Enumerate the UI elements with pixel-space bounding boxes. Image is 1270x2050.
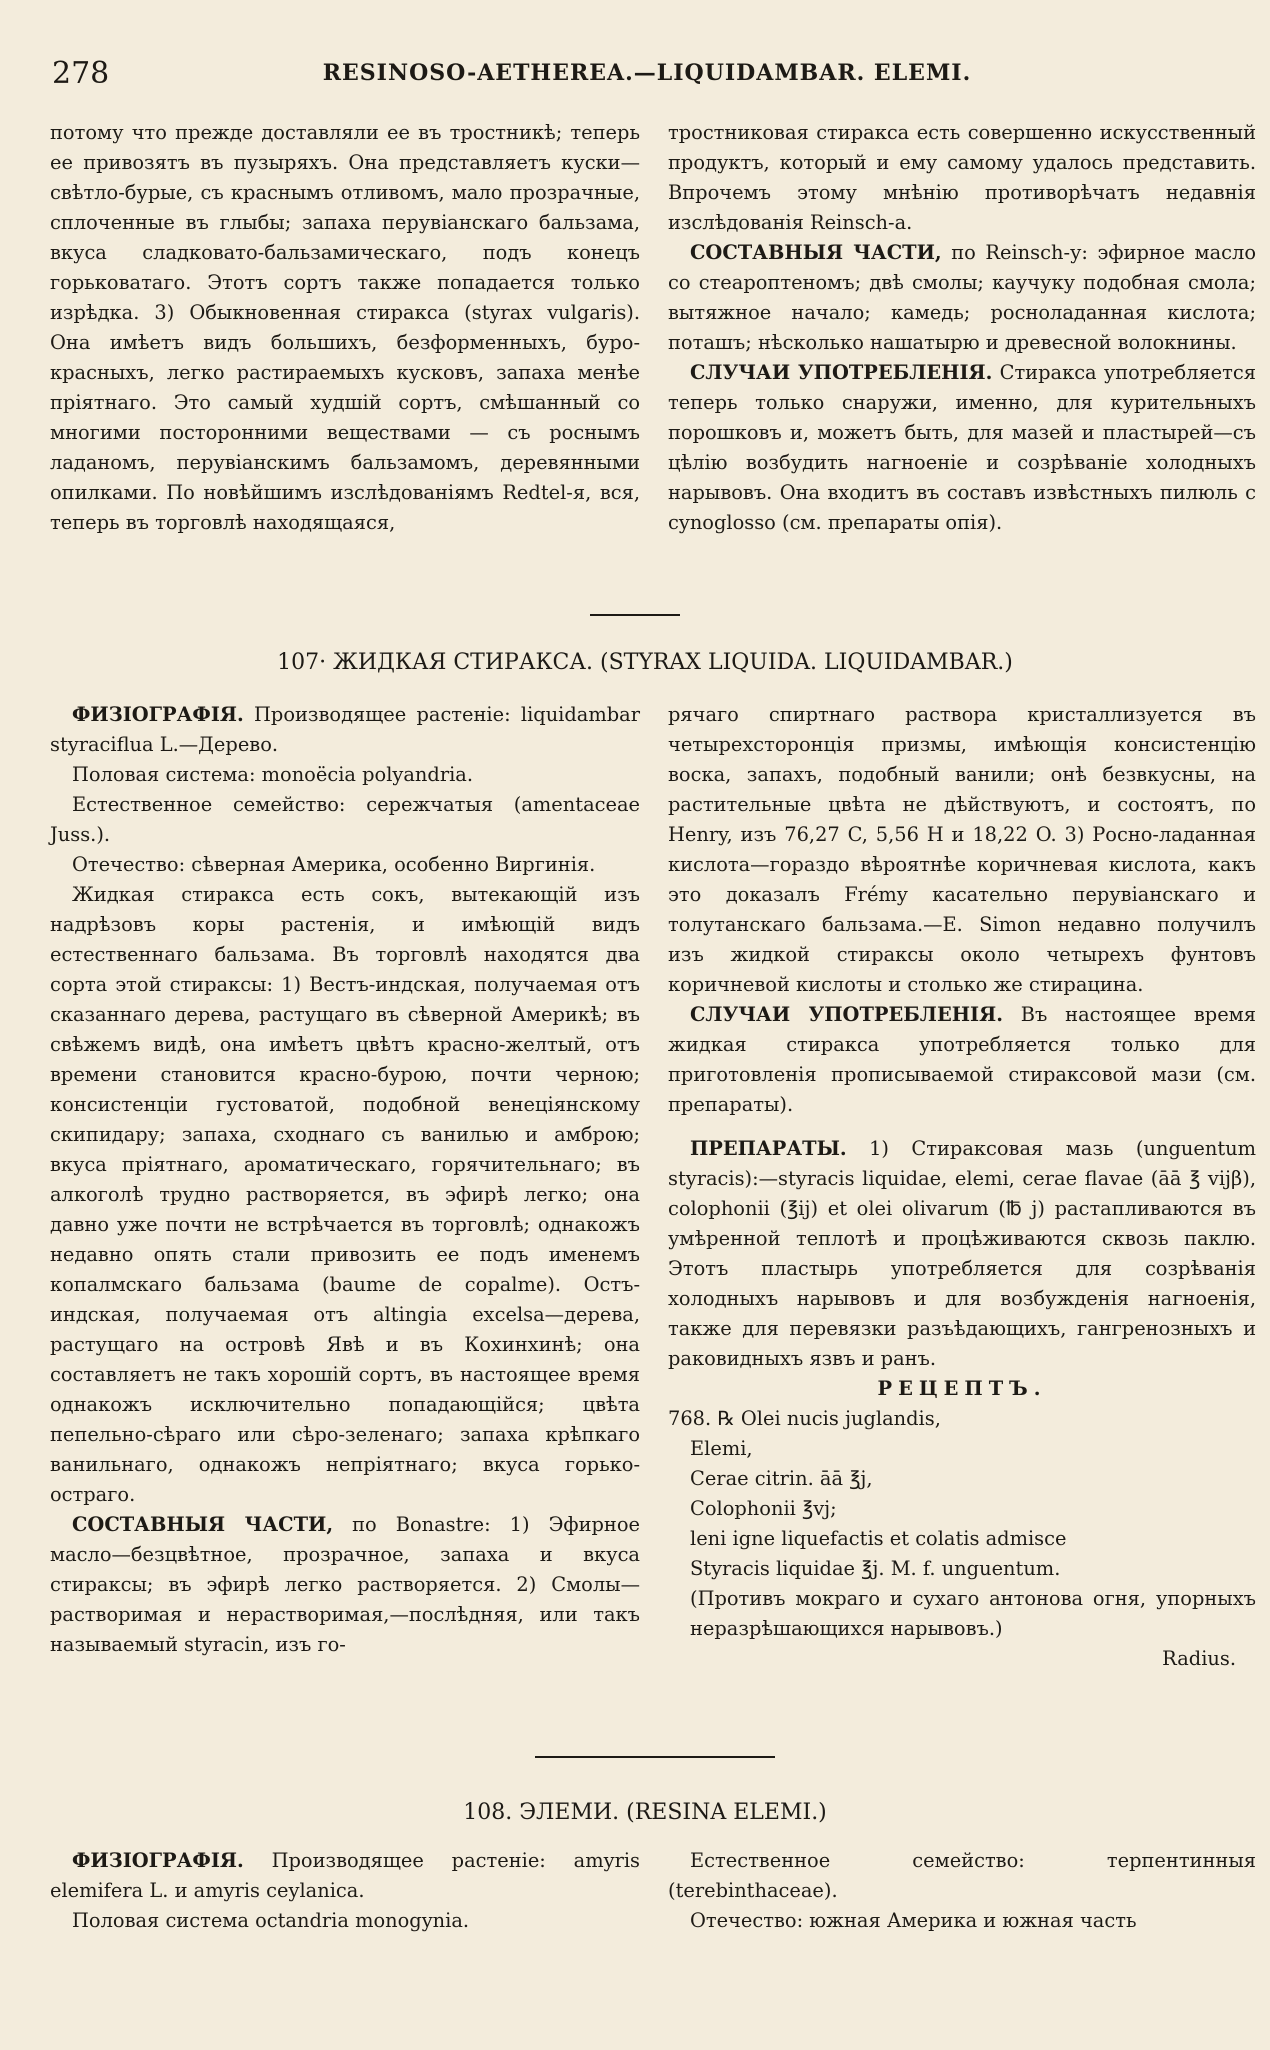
recipe-author: Radius. [1162, 1647, 1236, 1670]
page-header [52, 52, 1242, 96]
recipe-line: Cerae citrin. āā ℥j, [690, 1467, 873, 1490]
paragraph: Отечество: южная Америка и южная часть [690, 1909, 1137, 1932]
recipe-line: Colophonii ℥vj; [690, 1497, 837, 1520]
section-label: ФИЗІОГРАФІЯ. [72, 703, 244, 726]
page-number: 278 [52, 56, 110, 91]
paragraph: Отечество: сѣверная Америка, особенно Виргинія. [72, 853, 596, 876]
section-label: ФИЗІОГРАФІЯ. [72, 1849, 244, 1872]
running-title: RESINOSO-AETHEREA.—LIQUIDAMBAR. ELEMI. [322, 60, 972, 86]
paragraph: СЛУЧАИ УПОТРЕБЛЕНІЯ. Въ настоящее время жидкая стиракса употребляется только для приготовленія прописываемой стираксовой мази (см. препараты). [668, 1003, 1257, 1116]
recipe-line: leni igne liquefactis et colatis admisce [690, 1527, 1067, 1550]
section-label: СЛУЧАИ УПОТРЕБЛЕНІЯ. [690, 1003, 1003, 1026]
recipe-title: РЕЦЕПТЪ. [877, 1377, 1047, 1400]
recipe-line: Styracis liquidae ℥j. M. f. unguentum. [690, 1557, 1061, 1580]
section107-right-column [668, 700, 1256, 1674]
paragraph: Половая система: monoëcia polyandria. [72, 763, 474, 786]
paragraph: Естественное семейство: терпентинныя (terebinthaceae). [668, 1849, 1256, 1902]
recipe-block [668, 1374, 1256, 1674]
recipe-line: 768. ℞ Olei nucis juglandis, [668, 1407, 941, 1430]
paragraph: СЛУЧАИ УПОТРЕБЛЕНІЯ. Стиракса употребляется теперь только снаружи, именно, для курительныхъ порошковъ и, можетъ быть, для мазей и пластырей—съ цѣлію возбудить нагноеніе и созрѣваніе холодныхъ нарывовъ. Она входитъ въ составъ извѣстныхъ пилюль с cynoglosso (см. препараты опія). [668, 361, 1256, 534]
paragraph: ПРЕПАРАТЫ. 1) Стираксовая мазь (unguentum styracis):—styracis liquidae, elemi, cerae flavae (āā ℥ vijβ), colophonii (℥ij) et olei olivarum (℔ j) растапливаются въ умѣренной теплотѣ и процѣживаются сквозь паклю. Этотъ пластырь употребляется для созрѣванія холодныхъ нарывовъ и для возбужденія нагноенія, также для перевязки разъѣдающихъ, гангренозныхъ и раковидныхъ язвъ и ранъ. [668, 1137, 1256, 1370]
paragraph: ФИЗІОГРАФІЯ. Производящее растеніе: amyris elemifera L. и amyris ceylanica. [50, 1849, 640, 1902]
section-label: СОСТАВНЫЯ ЧАСТИ, [690, 241, 942, 264]
paragraph: тростниковая стиракса есть совершенно искусственный продуктъ, который и ему самому удалось представить. Впрочемъ этому мнѣнію противорѣчатъ недавнія изслѣдованія Reinsch-а. [668, 121, 1256, 234]
paragraph: Жидкая стиракса есть сокъ, вытекающій изъ надрѣзовъ коры растенія, и имѣющій видъ естественнаго бальзама. Въ торговлѣ находятся два сорта этой стираксы: 1) Вестъ-индская, получаемая отъ сказаннаго дерева, растущаго въ сѣверной Америкѣ; въ свѣжемъ видѣ, она имѣетъ цвѣтъ красно-желтый, отъ времени становится красно-бурою, почти черною; консистенціи густоватой, подобной венеціянскому скипидару; запаха, сходнаго съ ванилью и амброю; вкуса пріятнаго, ароматическаго, горячительнаго; въ алкоголѣ трудно растворяется, въ эфирѣ легко; она давно уже почти не встрѣчается въ торговлѣ; однакожъ недавно опять стали привозить ее подъ именемъ копалмскаго бальзама (baume de copalme). Остъ-индская, получаемая отъ altingia excelsa—дерева, растущаго на островѣ Явѣ и въ Кохинхинѣ; она составляетъ не такъ хорошій сортъ, въ настоящее время однакожъ исключительно попадающійся; цвѣта пепельно-сѣраго или сѣро-зеленаго; запаха крѣпкаго ванильнаго, однакожъ непріятнаго; вкуса горько-остраго. [50, 883, 640, 1506]
paragraph: Половая система octandria monogynia. [72, 1909, 470, 1932]
paragraph: рячаго спиртнаго раствора кристаллизуется въ четырехсторонція призмы, имѣющія консистенцію воска, запахъ, подобный ванили; онѣ безвкусны, на растительные цвѣта не дѣйствуютъ, и состоятъ, по Henry, изъ 76,27 C, 5,56 H и 18,22 O. 3) Росно-ладанная кислота—гораздо вѣроятнѣе коричневая кислота, какъ это доказалъ Frémy касательно перувіанскаго и толутанскаго бальзама.—E. Simon недавно получилъ изъ жидкой стираксы около четырехъ фунтовъ коричневой кислоты и столько же стирацина. [668, 703, 1256, 996]
paragraph: СОСТАВНЫЯ ЧАСТИ, по Reinsch-у: эфирное масло со стеароптеномъ; двѣ смолы; каучуку подобная смола; вытяжное начало; камедь; росноладанная кислота; поташъ; нѣсколько нашатырю и древесной волокнины. [668, 241, 1256, 354]
recipe-line: (Противъ мокраго и сухаго антонова огня, упорныхъ неразрѣшающихся нарывовъ.) [690, 1587, 1256, 1640]
paragraph: Естественное семейство: сережчатыя (amentaceae Juss.). [50, 793, 640, 846]
section-label: СОСТАВНЫЯ ЧАСТИ, [72, 1513, 334, 1536]
section-label: СЛУЧАИ УПОТРЕБЛЕНІЯ. [690, 361, 993, 384]
paragraph: ФИЗІОГРАФІЯ. Производящее растеніе: liquidambar styraciflua L.—Дерево. [50, 703, 640, 756]
section108-left-column [50, 1846, 640, 1936]
divider [535, 1756, 775, 1758]
section-label: ПРЕПАРАТЫ. [690, 1137, 847, 1160]
paragraph: СОСТАВНЫЯ ЧАСТИ, по Bonastre: 1) Эфирное масло—безцвѣтное, прозрачное, запаха и вкуса стираксы; въ эфирѣ легко растворяется. 2) Смолы—растворимая и нерастворимая,—послѣдняя, или такъ называемый styracin, изъ го- [50, 1513, 640, 1656]
section108-right-column [668, 1846, 1256, 1936]
divider [590, 614, 680, 616]
section107-left-column [50, 700, 640, 1660]
recipe-line: Elemi, [690, 1437, 753, 1460]
paragraph: потому что прежде доставляли ее въ тростникѣ; теперь ее привозятъ въ пузыряхъ. Она представляетъ куски—свѣтло-бурые, съ краснымъ отливомъ, мало прозрачные, сплоченные въ глыбы; запаха перувіанскаго бальзама, вкуса сладковато-бальзамическаго, подъ конецъ горьковатаго. Этотъ сортъ также попадается только изрѣдка. 3) Обыкновенная стиракса (styrax vulgaris). Она имѣетъ видъ большихъ, безформенныхъ, буро-красныхъ, легко растираемыхъ кусковъ, запаха менѣе пріятнаго. Это самый худшій сортъ, смѣшанный со многими посторонними веществами — съ роснымъ ладаномъ, перувіанскимъ бальзамомъ, деревянными опилками. По новѣйшимъ изслѣдованіямъ Redtel-я, вся, теперь въ торговлѣ находящаяся, [50, 121, 640, 534]
top-left-column [50, 118, 640, 538]
top-right-column [668, 118, 1256, 538]
section-heading-108: 108. ЭЛЕМИ. (RESINA ELEMI.) [463, 1800, 827, 1825]
section-heading-107: 107· ЖИДКАЯ СТИРАКСА. (STYRAX LIQUIDA. LIQUIDAMBAR.) [277, 650, 1013, 675]
